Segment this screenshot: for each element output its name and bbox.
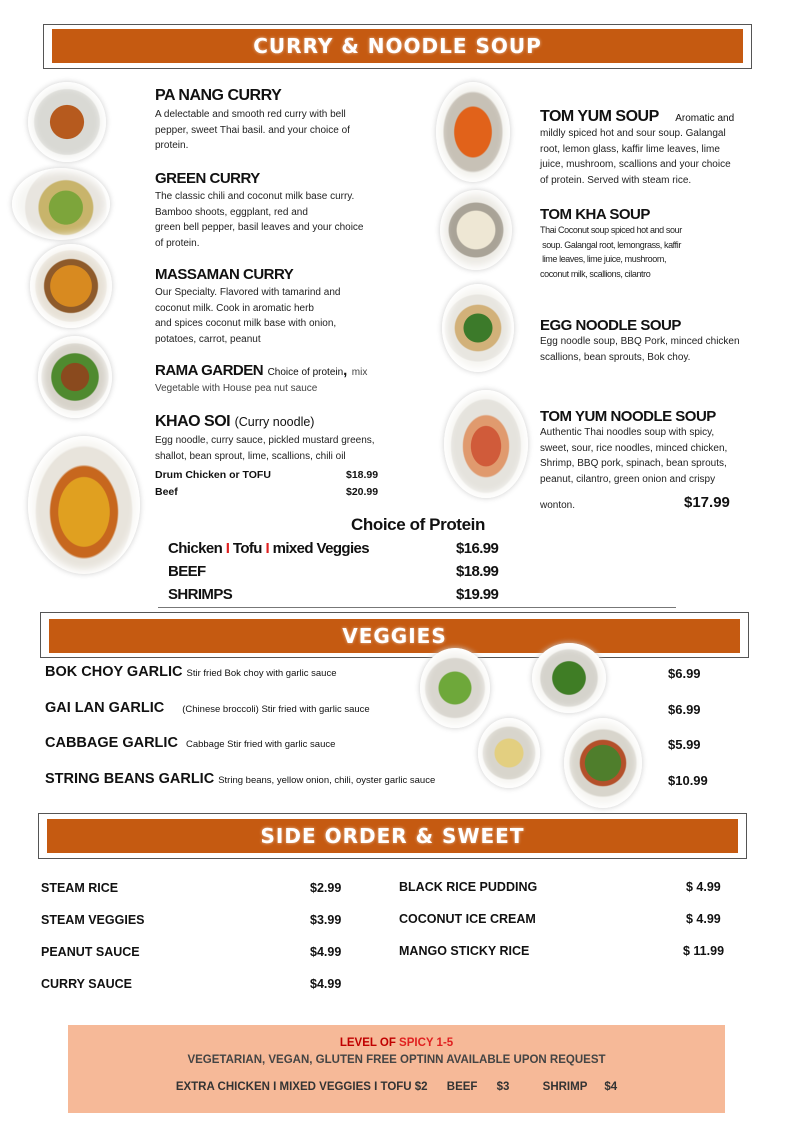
massaman-curry-name: MASSAMAN CURRY (155, 266, 294, 283)
veggies-header-bar (49, 619, 740, 653)
sweet-black-rice-pudding: BLACK RICE PUDDING (399, 880, 538, 894)
veg-bok-choy-desc: Stir fried Bok choy with garlic sauce (186, 668, 337, 679)
tom-yum-soup-desc-3: juice, mushroom, scallions and your choice (540, 159, 731, 170)
egg-noodle-soup-desc-2: scallions, bean sprouts, Bok choy. (540, 351, 691, 363)
protein-shrimps-label: SHRIMPS (168, 586, 233, 603)
cabbage-photo (478, 718, 540, 788)
veg-row-string-beans (45, 771, 435, 787)
egg-noodle-soup-photo (442, 284, 514, 372)
tom-yum-soup-desc-2: root, lemon glass, kaffir lime leaves, lime (540, 143, 720, 155)
massaman-curry-photo (30, 244, 112, 328)
footer-spicy-main: SPICY 1-5 (399, 1037, 454, 1049)
footer-beef-price: $3 (496, 1081, 510, 1093)
side-curry-sauce-price: $4.99 (310, 977, 342, 991)
rama-garden-name: RAMA GARDEN (155, 362, 264, 379)
rama-garden-tail: mix (351, 367, 368, 378)
veg-string-beans-price: $10.99 (668, 773, 708, 788)
sweet-coconut-ice-cream: COCONUT ICE CREAM (399, 912, 536, 926)
footer-spicy-line (68, 1037, 725, 1049)
tom-yum-soup-desc-1: mildly spiced hot and sour soup. Galangal (540, 128, 726, 139)
footer-shrimp: SHRIMP (542, 1081, 588, 1093)
egg-noodle-soup-desc-1: Egg noodle soup, BBQ Pork, minced chicken (540, 336, 740, 347)
egg-noodle-soup-name: EGG NOODLE SOUP (540, 317, 681, 334)
veg-row-gai-lan (45, 700, 370, 716)
khao-soi-price-chicken (155, 469, 271, 481)
sweet-mango-sticky-rice: MANGO STICKY RICE (399, 944, 530, 958)
pa-nang-curry-name: PA NANG CURRY (155, 87, 282, 104)
khao-soi-photo (28, 436, 140, 574)
pa-nang-curry-item (155, 87, 425, 154)
side-curry-sauce: CURRY SAUCE (41, 977, 132, 991)
tom-yum-noodle-soup-item (540, 408, 765, 487)
footer-beef: BEEF (446, 1081, 478, 1093)
protein-beef-price: $18.99 (456, 563, 499, 580)
green-curry-photo (12, 168, 110, 240)
veg-cabbage-name: CABBAGE GARLIC (45, 735, 178, 751)
tom-yum-noodle-soup-photo (444, 390, 528, 498)
tom-kha-soup-desc-2: soup. Galangal root, lemongrass, kaffir (540, 239, 681, 250)
footer-extra: EXTRA CHICKEN I MIXED VEGGIES I TOFU $2 (175, 1081, 428, 1093)
tom-yum-soup-desc-4: of protein. Served with steam rice. (540, 174, 692, 186)
tom-kha-soup-desc-4: coconut milk, scallions, cilantro (540, 268, 651, 279)
khao-soi-desc-1: Egg noodle, curry sauce, pickled mustard greens, (155, 435, 375, 446)
protein-sep-2: I (265, 540, 270, 557)
green-curry-desc-2: Bamboo shoots, eggplant, red and (155, 206, 308, 218)
string-beans-photo (564, 718, 642, 808)
protein-mixed: mixed Veggies (272, 540, 370, 557)
side-peanut-sauce: PEANUT SAUCE (41, 945, 140, 959)
footer-dietary-line: VEGETARIAN, VEGAN, GLUTEN FREE OPTINN AVAILABLE UPON REQUEST (187, 1054, 606, 1066)
tom-yum-soup-photo (436, 82, 510, 182)
green-curry-item (155, 170, 425, 251)
side-peanut-sauce-price: $4.99 (310, 945, 342, 959)
side-steam-rice: STEAM RICE (41, 881, 119, 895)
curry-header-bar (52, 29, 743, 63)
green-curry-name: GREEN CURRY (155, 170, 260, 187)
veg-row-bok-choy (45, 664, 336, 680)
tom-kha-soup-photo (440, 190, 512, 270)
footer-notice (68, 1025, 725, 1113)
tom-yum-noodle-soup-name: TOM YUM NOODLE SOUP (540, 408, 716, 425)
pa-nang-curry-desc-1: A delectable and smooth red curry with bell (155, 109, 346, 120)
tom-yum-noodle-soup-desc-last: wonton. (540, 500, 576, 511)
khao-soi-inline: (Curry noodle) (234, 415, 315, 429)
veg-string-beans-name: STRING BEANS GARLIC (45, 771, 215, 787)
veg-gai-lan-name: GAI LAN GARLIC (45, 700, 165, 716)
pa-nang-curry-desc-2: pepper, sweet Thai basil. and your choice of (155, 124, 350, 136)
massaman-curry-desc-3: and spices coconut milk base with onion, (155, 318, 337, 329)
sweet-coconut-ice-cream-price: $ 4.99 (686, 912, 721, 926)
rama-garden-comma: , (343, 362, 348, 379)
veggies-header-title: VEGGIES (342, 624, 447, 648)
tom-kha-soup-desc-1: Thai Coconut soup spiced hot and sour (540, 225, 682, 235)
sweet-black-rice-pudding-price: $ 4.99 (686, 880, 721, 894)
side-header-bar (47, 819, 738, 853)
khao-soi-price-beef (155, 486, 178, 498)
tom-yum-noodle-soup-price: $17.99 (684, 494, 730, 511)
protein-chicken-price: $16.99 (456, 540, 499, 557)
tom-kha-soup-name: TOM KHA SOUP (540, 206, 650, 223)
tom-yum-soup-inline: Aromatic and (675, 113, 735, 124)
tom-yum-noodle-soup-desc-3: Shrimp, BBQ pork, spinach, bean sprouts, (540, 458, 727, 469)
sweet-mango-sticky-rice-price: $ 11.99 (683, 944, 725, 958)
protein-row-chicken (168, 540, 369, 557)
side-steam-veggies: STEAM VEGGIES (41, 913, 145, 927)
veg-row-cabbage (45, 735, 335, 751)
protein-sep-1: I (225, 540, 230, 557)
rama-garden-item (155, 362, 435, 397)
tom-yum-noodle-soup-desc-4: peanut, cilantro, green onion and crispy (540, 473, 716, 485)
khao-soi-price-beef-label: Beef (155, 486, 178, 498)
green-curry-desc-3: green bell pepper, basil leaves and your choice (155, 222, 364, 233)
curry-header-title: CURRY & NOODLE SOUP (253, 34, 542, 58)
veg-bok-choy-price: $6.99 (668, 666, 701, 681)
pa-nang-curry-desc-3: protein. (155, 140, 189, 151)
green-curry-desc-4: of protein. (155, 237, 200, 249)
side-header-title: SIDE ORDER & SWEET (260, 824, 525, 848)
veg-cabbage-price: $5.99 (668, 737, 701, 752)
khao-soi-desc-2: shallot, bean sprout, lime, scallions, chili oil (155, 450, 346, 462)
tom-yum-soup-item (540, 108, 760, 188)
rama-garden-inline: Choice of protein (267, 367, 344, 378)
footer-shrimp-price: $4 (604, 1081, 618, 1093)
rama-garden-desc: Vegetable with House pea nut sauce (155, 383, 318, 394)
rama-garden-heading (155, 362, 435, 380)
green-curry-desc-1: The classic chili and coconut milk base curry. (155, 191, 355, 202)
pa-nang-curry-photo (28, 82, 106, 162)
gai-lan-photo (532, 643, 606, 713)
bok-choy-photo (420, 648, 490, 728)
veg-bok-choy-name: BOK CHOY GARLIC (45, 664, 183, 680)
khao-soi-price-chicken-value: $18.99 (346, 469, 379, 481)
protein-chicken: Chicken (168, 540, 223, 557)
khao-soi-item (155, 413, 435, 464)
khao-soi-price-beef-value: $20.99 (346, 486, 379, 498)
tom-yum-soup-name: TOM YUM SOUP (540, 108, 659, 125)
khao-soi-name: KHAO SOI (155, 413, 231, 430)
massaman-curry-desc-1: Our Specialty. Flavored with tamarind and (155, 287, 341, 298)
veg-gai-lan-desc: (Chinese broccoli) Stir fried with garlic sauce (182, 704, 370, 715)
massaman-curry-desc-2: coconut milk. Cook in aromatic herb (155, 302, 314, 314)
protein-title: Choice of Protein (351, 515, 485, 534)
side-steam-veggies-price: $3.99 (310, 913, 342, 927)
protein-shrimps-price: $19.99 (456, 586, 499, 603)
tom-kha-soup-desc-3: lime leaves, lime juice, mushroom, (540, 254, 667, 264)
rama-garden-photo (38, 336, 112, 418)
tom-yum-noodle-soup-desc-1: Authentic Thai noodles soup with spicy, (540, 427, 715, 438)
side-steam-rice-price: $2.99 (310, 881, 342, 895)
tom-kha-soup-item (540, 206, 760, 281)
veg-cabbage-desc: Cabbage Stir fried with garlic sauce (185, 739, 336, 750)
protein-tofu: Tofu (232, 540, 262, 557)
massaman-curry-desc-4: potatoes, carrot, peanut (155, 333, 261, 345)
egg-noodle-soup-item (540, 317, 765, 365)
khao-soi-price-chicken-label: Drum Chicken or TOFU (155, 469, 271, 481)
footer-extra-line (68, 1081, 725, 1093)
tom-yum-noodle-soup-desc-2: sweet, sour, rice noodles, minced chicken, (540, 442, 728, 454)
veg-string-beans-desc: String beans, yellow onion, chili, oyster garlic sauce (218, 775, 436, 786)
protein-divider (158, 607, 676, 608)
veg-gai-lan-price: $6.99 (668, 702, 701, 717)
footer-spicy-prefix: LEVEL OF (339, 1037, 400, 1049)
massaman-curry-item (155, 266, 425, 347)
protein-beef-label: BEEF (168, 563, 206, 580)
